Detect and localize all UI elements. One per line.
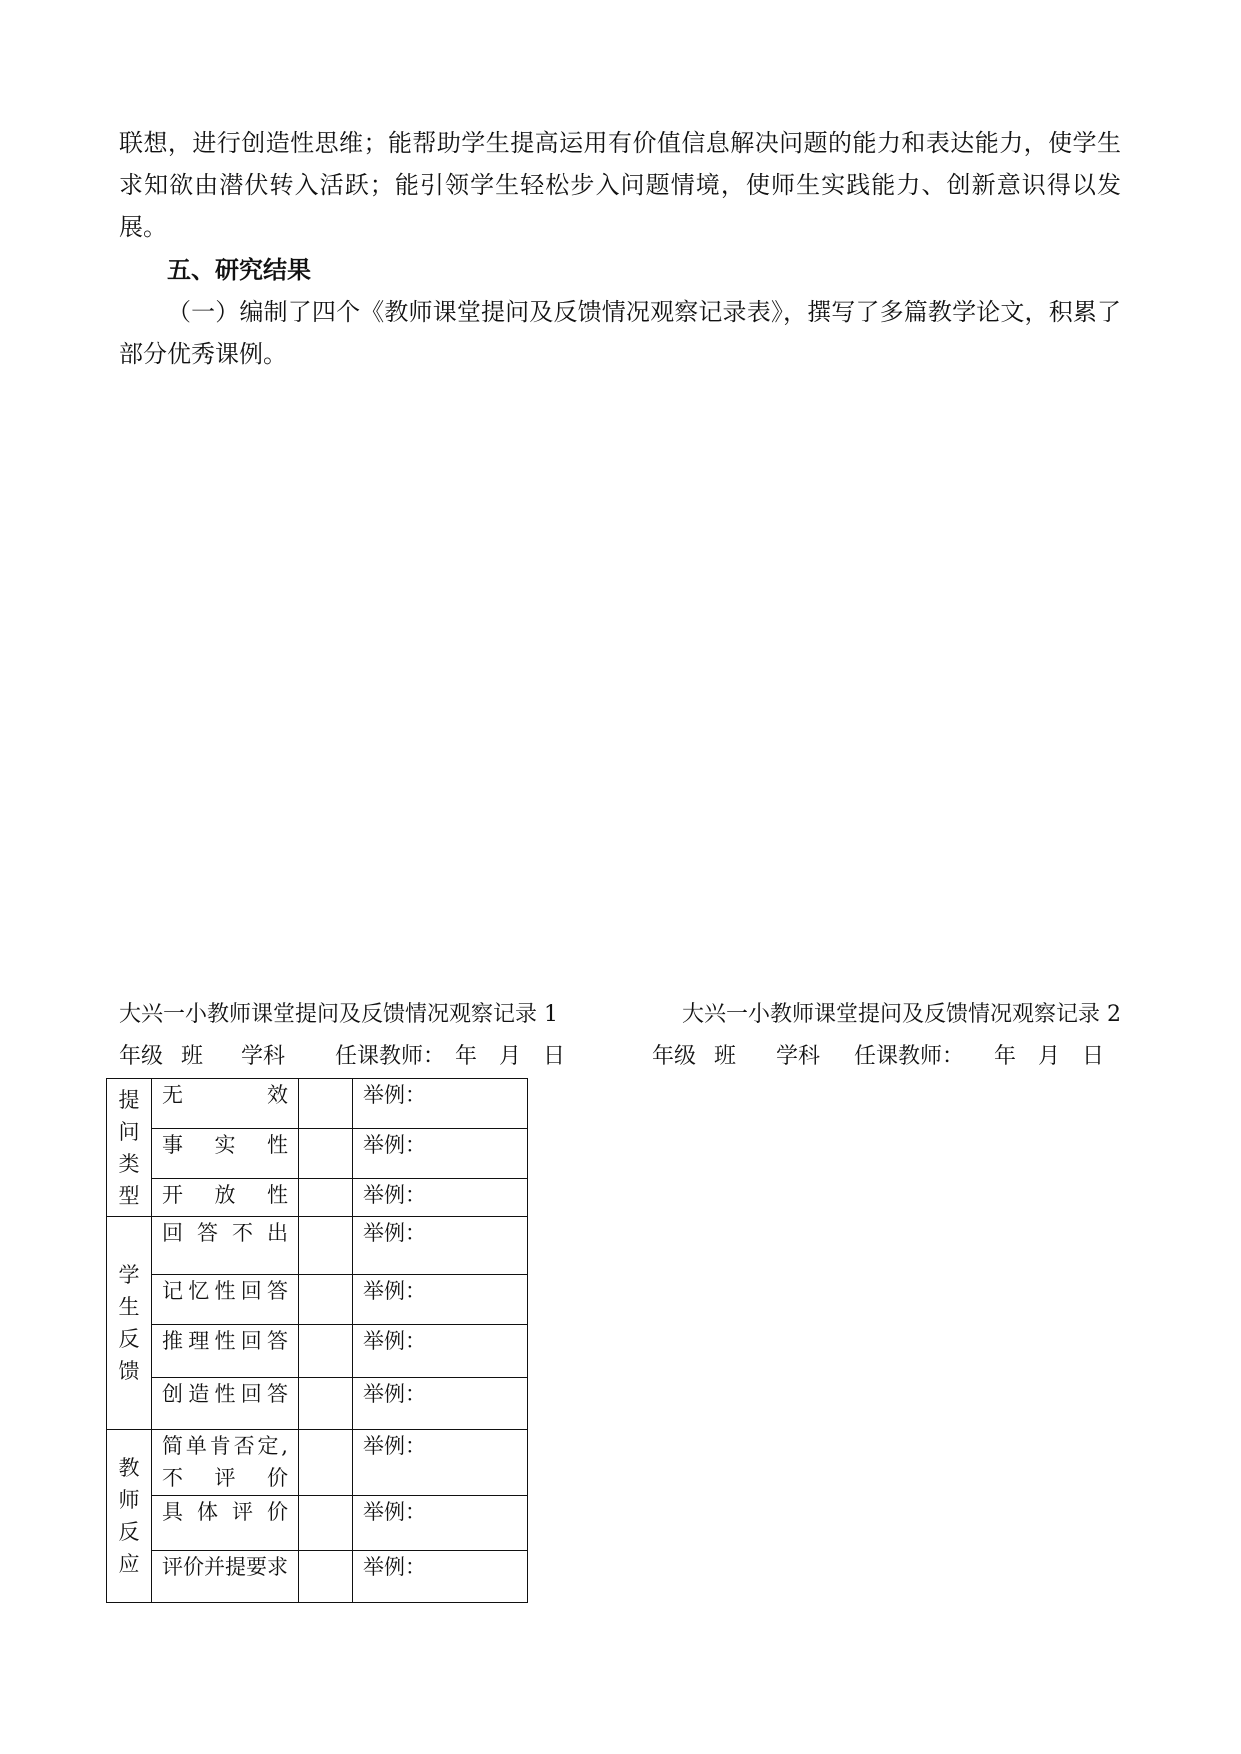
table-row — [107, 1179, 528, 1217]
meta-subject: 学科 — [241, 1044, 286, 1069]
example-cell: 举例： — [353, 1079, 528, 1129]
tally-cell — [299, 1275, 353, 1325]
observation-table — [106, 1078, 528, 1603]
table-row — [107, 1275, 528, 1325]
paragraph-text: 联想，进行创造性思维；能帮助学生提高运用有价值信息解决问题的能力和表达能力，使学生求知欲由潜伏转入活跃；能引领学生轻松步入问题情境，使师生实践能力、创新意识得以发展。 — [119, 129, 1121, 241]
tally-cell — [299, 1378, 353, 1430]
example-cell: 举例： — [353, 1378, 528, 1430]
table-row — [107, 1430, 528, 1496]
group-label-teacher-response: 教 师 反 应 — [107, 1430, 152, 1603]
table-row — [107, 1551, 528, 1603]
meta-month: 月 — [499, 1044, 522, 1069]
example-cell: 举例： — [353, 1217, 528, 1275]
category-cell: 回答不出 — [152, 1217, 299, 1275]
meta-month: 月 — [1038, 1044, 1061, 1069]
example-cell: 举例： — [353, 1325, 528, 1378]
example-cell: 举例： — [353, 1430, 528, 1496]
meta-subject: 学科 — [776, 1044, 821, 1069]
body-paragraph-2: （一）编制了四个《教师课堂提问及反馈情况观察记录表》，撰写了多篇教学论文，积累了部分优秀课例。 — [119, 298, 1121, 368]
category-cell: 事实性 — [152, 1129, 299, 1179]
category-cell: 记忆性回答 — [152, 1275, 299, 1325]
example-cell: 举例： — [353, 1129, 528, 1179]
tally-cell — [299, 1217, 353, 1275]
category-cell: 推理性回答 — [152, 1325, 299, 1378]
example-cell: 举例： — [353, 1179, 528, 1217]
table-row — [107, 1496, 528, 1551]
meta-class: 班 — [181, 1044, 204, 1069]
table-row — [107, 1129, 528, 1179]
tally-cell — [299, 1129, 353, 1179]
meta-teacher: 任课教师： — [335, 1044, 446, 1069]
tally-cell — [299, 1079, 353, 1129]
group-label-student-feedback: 学 生 反 馈 — [107, 1217, 152, 1430]
category-cell: 创造性回答 — [152, 1378, 299, 1430]
meta-year: 年 — [455, 1044, 478, 1069]
meta-teacher: 任课教师： — [854, 1044, 965, 1069]
tally-cell — [299, 1551, 353, 1603]
meta-day: 日 — [543, 1044, 566, 1069]
tally-cell — [299, 1325, 353, 1378]
record-2-caption: 大兴一小教师课堂提问及反馈情况观察记录 2 — [682, 1002, 1121, 1027]
category-cell: 无效 — [152, 1079, 299, 1129]
table-row — [107, 1217, 528, 1275]
group-label-question-type: 提 问 类 型 — [107, 1079, 152, 1217]
tally-cell — [299, 1496, 353, 1551]
section-heading: 五、研究结果 — [167, 256, 311, 284]
meta-grade: 年级 — [652, 1044, 697, 1069]
record-1-caption: 大兴一小教师课堂提问及反馈情况观察记录 1 — [119, 1002, 558, 1027]
table-row — [107, 1378, 528, 1430]
category-cell: 具体评价 — [152, 1496, 299, 1551]
meta-day: 日 — [1082, 1044, 1105, 1069]
tally-cell — [299, 1179, 353, 1217]
category-cell: 简单肯否定,不评价 — [152, 1430, 299, 1496]
category-cell: 评价并提要求 — [152, 1551, 299, 1603]
category-cell: 开放性 — [152, 1179, 299, 1217]
meta-grade: 年级 — [119, 1044, 164, 1069]
meta-class: 班 — [714, 1044, 737, 1069]
tally-cell — [299, 1430, 353, 1496]
record-2-meta — [652, 1042, 1104, 1072]
table-row — [107, 1079, 528, 1129]
body-paragraph-1 — [119, 122, 1121, 248]
record-1-meta — [119, 1042, 565, 1072]
example-cell: 举例： — [353, 1551, 528, 1603]
table-row — [107, 1325, 528, 1378]
example-cell: 举例： — [353, 1496, 528, 1551]
example-cell: 举例： — [353, 1275, 528, 1325]
meta-year: 年 — [994, 1044, 1017, 1069]
